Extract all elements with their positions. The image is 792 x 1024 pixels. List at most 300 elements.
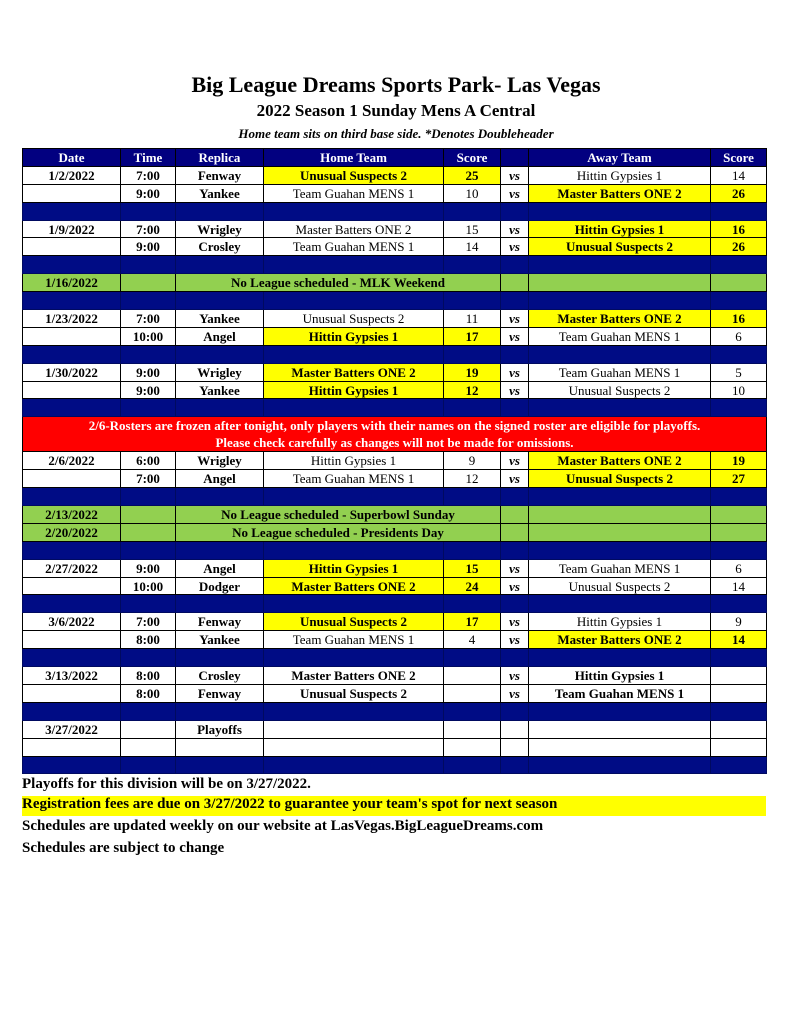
vs-cell: vs [501,631,529,649]
game-row [23,720,767,738]
home-team-cell: Hittin Gypsies 1 [264,381,444,399]
roster-notice-line: Please check carefully as changes will not be made for omissions. [215,435,574,451]
home-team-cell: Team Guahan MENS 1 [264,238,444,256]
spacer-cell [264,345,444,363]
spacer-cell [529,756,711,774]
spacer-cell [23,595,121,613]
spacer-cell [176,756,264,774]
home-score-cell: 10 [444,184,501,202]
date-cell [23,327,121,345]
home-team-cell: Unusual Suspects 2 [264,166,444,184]
time-cell: 8:00 [121,684,176,702]
replica-field-cell [176,738,264,756]
away-team-cell: Master Batters ONE 2 [529,310,711,328]
spacer-cell [501,399,529,417]
away-team-cell [529,506,711,524]
spacer-cell [264,292,444,310]
spacer-cell [23,649,121,667]
spacer-row [23,256,767,274]
spacer-row [23,702,767,720]
date-cell: 2/27/2022 [23,559,121,577]
away-team-cell [529,738,711,756]
spacer-cell [121,702,176,720]
game-row [23,452,767,470]
spacer-cell [176,488,264,506]
away-score-cell: 14 [711,577,767,595]
vs-cell: vs [501,184,529,202]
home-score-cell [444,684,501,702]
spacer-cell [529,345,711,363]
game-row [23,363,767,381]
spacer-cell [529,202,711,220]
no-league-row [23,506,767,524]
spacer-row [23,345,767,363]
spacer-cell [711,595,767,613]
col-header-vs [501,149,529,167]
spacer-cell [444,399,501,417]
time-cell [121,274,176,292]
replica-field-cell: Crosley [176,667,264,685]
spacer-cell [501,541,529,559]
away-team-cell [529,523,711,541]
spacer-cell [176,649,264,667]
roster-notice-line: 2/6-Rosters are frozen after tonight, only players with their names on the signed roster are eligible for playoffs. [88,418,701,434]
away-score-cell: 6 [711,559,767,577]
away-team-cell: Master Batters ONE 2 [529,452,711,470]
date-cell [23,381,121,399]
away-score-cell: 26 [711,184,767,202]
away-team-cell: Master Batters ONE 2 [529,184,711,202]
spacer-cell [176,345,264,363]
replica-field-cell: Yankee [176,184,264,202]
away-team-cell: Unusual Suspects 2 [529,381,711,399]
away-score-cell: 16 [711,310,767,328]
away-score-cell: 6 [711,327,767,345]
spacer-cell [501,702,529,720]
replica-field-cell: Yankee [176,310,264,328]
home-team-cell: Master Batters ONE 2 [264,363,444,381]
spacer-cell [444,702,501,720]
home-team-cell: Hittin Gypsies 1 [264,559,444,577]
spacer-row [23,292,767,310]
time-cell: 7:00 [121,166,176,184]
time-cell: 7:00 [121,613,176,631]
replica-field-cell: Fenway [176,166,264,184]
spacer-cell [23,202,121,220]
away-team-cell: Team Guahan MENS 1 [529,684,711,702]
spacer-cell [23,541,121,559]
spacer-cell [529,399,711,417]
date-cell: 2/20/2022 [23,523,121,541]
spacer-cell [711,292,767,310]
away-score-cell: 19 [711,452,767,470]
replica-field-cell: Crosley [176,238,264,256]
spacer-cell [501,256,529,274]
away-team-cell: Hittin Gypsies 1 [529,667,711,685]
home-score-cell [444,738,501,756]
spacer-cell [711,541,767,559]
spacer-cell [23,292,121,310]
time-cell: 10:00 [121,327,176,345]
spacer-cell [121,649,176,667]
away-score-cell: 14 [711,166,767,184]
home-score-cell [444,667,501,685]
spacer-cell [176,595,264,613]
time-cell: 7:00 [121,310,176,328]
home-score-cell: 17 [444,327,501,345]
spacer-cell [501,292,529,310]
vs-cell: vs [501,613,529,631]
spacer-cell [121,256,176,274]
col-header-away-team: Away Team [529,149,711,167]
col-header-home-team: Home Team [264,149,444,167]
spacer-cell [501,202,529,220]
home-team-cell: Hittin Gypsies 1 [264,452,444,470]
home-team-cell: Unusual Suspects 2 [264,684,444,702]
spacer-cell [444,345,501,363]
spacer-cell [264,756,444,774]
time-cell: 10:00 [121,577,176,595]
spacer-cell [23,756,121,774]
home-team-cell [264,738,444,756]
replica-field-cell: Wrigley [176,452,264,470]
away-team-cell: Unusual Suspects 2 [529,470,711,488]
replica-field-cell: Fenway [176,684,264,702]
date-cell: 1/16/2022 [23,274,121,292]
home-score-cell: 24 [444,577,501,595]
replica-field-cell: Fenway [176,613,264,631]
away-score-cell [711,523,767,541]
col-header-away-score: Score [711,149,767,167]
game-row [23,166,767,184]
spacer-cell [711,756,767,774]
home-score-cell: 4 [444,631,501,649]
playoffs-note: Playoffs for this division will be on 3/27/2022. [22,776,311,792]
spacer-cell [529,292,711,310]
spacer-cell [264,649,444,667]
away-score-cell: 5 [711,363,767,381]
spacer-cell [501,756,529,774]
home-score-cell: 15 [444,559,501,577]
home-score-cell: 14 [444,238,501,256]
home-score-cell: 9 [444,452,501,470]
spacer-cell [529,649,711,667]
away-team-cell [529,720,711,738]
spacer-cell [121,345,176,363]
roster-notice-row [23,417,767,452]
spacer-cell [176,399,264,417]
vs-cell: vs [501,381,529,399]
disclaimer-note: Schedules are subject to change [22,840,225,856]
date-cell: 3/6/2022 [23,613,121,631]
date-cell: 2/13/2022 [23,506,121,524]
away-team-cell: Master Batters ONE 2 [529,631,711,649]
home-team-cell [264,720,444,738]
spacer-cell [176,541,264,559]
home-team-cell: Master Batters ONE 2 [264,220,444,238]
date-cell: 1/2/2022 [23,166,121,184]
time-cell: 9:00 [121,559,176,577]
game-row [23,381,767,399]
spacer-cell [529,595,711,613]
away-score-cell [711,738,767,756]
spacer-cell [444,595,501,613]
home-team-cell: Unusual Suspects 2 [264,613,444,631]
game-row [23,184,767,202]
vs-cell [501,506,529,524]
spacer-cell [264,256,444,274]
spacer-cell [176,256,264,274]
spacer-cell [264,202,444,220]
spacer-cell [264,399,444,417]
home-team-cell: Unusual Suspects 2 [264,310,444,328]
spacer-cell [176,702,264,720]
vs-cell: vs [501,363,529,381]
vs-cell [501,274,529,292]
spacer-cell [444,649,501,667]
date-cell [23,684,121,702]
spacer-cell [444,256,501,274]
spacer-cell [264,702,444,720]
game-row [23,613,767,631]
spacer-cell [176,202,264,220]
date-cell [23,631,121,649]
spacer-cell [501,649,529,667]
away-team-cell [529,274,711,292]
game-row [23,327,767,345]
spacer-cell [23,256,121,274]
home-score-cell: 25 [444,166,501,184]
home-team-cell: Team Guahan MENS 1 [264,184,444,202]
home-score-cell: 15 [444,220,501,238]
spacer-cell [121,541,176,559]
spacer-row [23,202,767,220]
game-row [23,220,767,238]
spacer-cell [444,292,501,310]
away-score-cell [711,667,767,685]
time-cell: 8:00 [121,667,176,685]
date-cell: 3/27/2022 [23,720,121,738]
no-league-row [23,523,767,541]
spacer-row [23,541,767,559]
date-cell [23,238,121,256]
spacer-cell [121,595,176,613]
registration-note: Registration fees are due on 3/27/2022 to guarantee your team's spot for next season [22,796,766,816]
away-team-cell: Team Guahan MENS 1 [529,327,711,345]
away-score-cell [711,684,767,702]
vs-cell [501,738,529,756]
spacer-row [23,488,767,506]
vs-cell: vs [501,327,529,345]
away-score-cell [711,506,767,524]
replica-field-cell: Yankee [176,381,264,399]
spacer-cell [264,541,444,559]
time-cell: 9:00 [121,381,176,399]
vs-cell: vs [501,577,529,595]
away-team-cell: Unusual Suspects 2 [529,577,711,595]
website-note: Schedules are updated weekly on our website at LasVegas.BigLeagueDreams.com [22,818,544,834]
away-team-cell: Hittin Gypsies 1 [529,220,711,238]
vs-cell: vs [501,684,529,702]
spacer-cell [529,256,711,274]
spacer-cell [121,202,176,220]
home-team-cell: Master Batters ONE 2 [264,667,444,685]
time-cell: 8:00 [121,631,176,649]
game-row [23,310,767,328]
time-cell [121,720,176,738]
col-header-time: Time [121,149,176,167]
replica-field-cell: Angel [176,559,264,577]
replica-field-cell: Playoffs [176,720,264,738]
date-cell [23,738,121,756]
col-header-home-score: Score [444,149,501,167]
spacer-cell [264,488,444,506]
vs-cell: vs [501,220,529,238]
away-score-cell [711,274,767,292]
spacer-cell [444,488,501,506]
replica-field-cell: Angel [176,470,264,488]
vs-cell: vs [501,452,529,470]
home-score-cell: 11 [444,310,501,328]
col-header-replica: Replica [176,149,264,167]
date-cell [23,577,121,595]
spacer-row [23,595,767,613]
spacer-cell [121,756,176,774]
time-cell: 7:00 [121,220,176,238]
date-cell: 1/23/2022 [23,310,121,328]
away-score-cell: 14 [711,631,767,649]
replica-field-cell: Wrigley [176,220,264,238]
game-row [23,684,767,702]
home-score-cell [444,720,501,738]
spacer-cell [501,345,529,363]
page-subtitle: 2022 Season 1 Sunday Mens A Central [256,101,536,120]
home-team-cell: Master Batters ONE 2 [264,577,444,595]
away-score-cell: 27 [711,470,767,488]
home-score-cell: 19 [444,363,501,381]
spacer-cell [529,541,711,559]
vs-cell [501,720,529,738]
spacer-cell [121,488,176,506]
spacer-cell [121,292,176,310]
away-team-cell: Team Guahan MENS 1 [529,363,711,381]
spacer-cell [711,649,767,667]
game-row [23,238,767,256]
time-cell: 7:00 [121,470,176,488]
time-cell: 9:00 [121,238,176,256]
spacer-cell [23,702,121,720]
home-score-cell: 17 [444,613,501,631]
spacer-cell [711,488,767,506]
spacer-cell [176,292,264,310]
spacer-cell [711,345,767,363]
spacer-cell [711,202,767,220]
date-cell: 3/13/2022 [23,667,121,685]
spacer-cell [711,399,767,417]
table-header-row [23,149,767,167]
spacer-cell [23,488,121,506]
away-score-cell [711,720,767,738]
spacer-cell [444,541,501,559]
time-cell: 6:00 [121,452,176,470]
home-team-cell: Hittin Gypsies 1 [264,327,444,345]
date-cell: 1/9/2022 [23,220,121,238]
vs-cell: vs [501,559,529,577]
time-cell: 9:00 [121,363,176,381]
no-league-message: No League scheduled - Superbowl Sunday [176,506,501,524]
game-row [23,470,767,488]
spacer-cell [264,595,444,613]
roster-notice [23,417,767,452]
home-score-cell: 12 [444,470,501,488]
game-row [23,631,767,649]
away-team-cell: Hittin Gypsies 1 [529,613,711,631]
game-row [23,577,767,595]
spacer-row [23,399,767,417]
vs-cell: vs [501,470,529,488]
replica-field-cell: Wrigley [176,363,264,381]
home-team-cell: Team Guahan MENS 1 [264,631,444,649]
replica-field-cell: Angel [176,327,264,345]
no-league-message: No League scheduled - Presidents Day [176,523,501,541]
replica-field-cell: Dodger [176,577,264,595]
date-cell: 2/6/2022 [23,452,121,470]
spacer-cell [444,756,501,774]
no-league-message: No League scheduled - MLK Weekend [176,274,501,292]
spacer-cell [444,202,501,220]
time-cell [121,738,176,756]
spacer-cell [711,702,767,720]
vs-cell: vs [501,310,529,328]
vs-cell: vs [501,166,529,184]
date-cell [23,184,121,202]
away-score-cell: 16 [711,220,767,238]
away-score-cell: 9 [711,613,767,631]
game-row [23,667,767,685]
date-cell: 1/30/2022 [23,363,121,381]
vs-cell [501,523,529,541]
spacer-cell [529,488,711,506]
schedule-note: Home team sits on third base side. *Denotes Doubleheader [238,126,554,141]
schedule-table [22,148,767,774]
game-row [23,738,767,756]
no-league-row [23,274,767,292]
away-team-cell: Team Guahan MENS 1 [529,559,711,577]
spacer-cell [23,399,121,417]
spacer-cell [501,595,529,613]
time-cell [121,523,176,541]
away-team-cell: Hittin Gypsies 1 [529,166,711,184]
spacer-cell [711,256,767,274]
page-title: Big League Dreams Sports Park- Las Vegas [191,72,601,97]
col-header-date: Date [23,149,121,167]
home-score-cell: 12 [444,381,501,399]
spacer-cell [501,488,529,506]
spacer-cell [121,399,176,417]
time-cell: 9:00 [121,184,176,202]
away-score-cell: 26 [711,238,767,256]
vs-cell: vs [501,238,529,256]
date-cell [23,470,121,488]
vs-cell: vs [501,667,529,685]
spacer-row [23,649,767,667]
away-team-cell: Unusual Suspects 2 [529,238,711,256]
game-row [23,559,767,577]
home-team-cell: Team Guahan MENS 1 [264,470,444,488]
replica-field-cell: Yankee [176,631,264,649]
time-cell [121,506,176,524]
spacer-cell [529,702,711,720]
